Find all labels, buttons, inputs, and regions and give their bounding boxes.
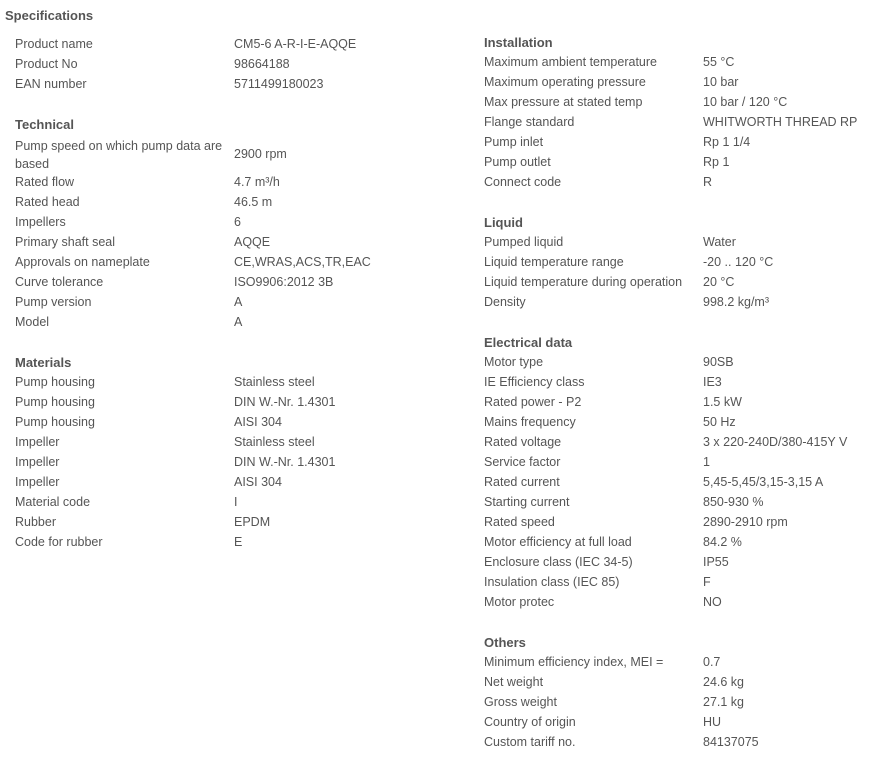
materials-value: I <box>234 495 238 509</box>
installation-label: Connect code <box>484 175 562 189</box>
materials-value: DIN W.-Nr. 1.4301 <box>234 395 336 409</box>
electrical-value: 5,45-5,45/3,15-3,15 A <box>703 475 824 489</box>
materials-label: Pump housing <box>15 375 95 389</box>
others-value: 24.6 kg <box>703 675 745 689</box>
section-title-liquid: Liquid <box>484 215 523 230</box>
liquid-label: Pumped liquid <box>484 235 564 249</box>
electrical-value: 2890-2910 rpm <box>703 515 788 529</box>
electrical-label: Motor protec <box>484 595 555 609</box>
technical-label: Model <box>15 315 50 329</box>
others-label: Minimum efficiency index, MEI = <box>484 655 664 669</box>
others-value: 27.1 kg <box>703 695 745 709</box>
technical-label: Primary shaft seal <box>15 235 116 249</box>
materials-label: Impeller <box>15 435 60 449</box>
general-label: Product name <box>15 37 93 51</box>
materials-label: Rubber <box>15 515 56 529</box>
materials-label: Impeller <box>15 475 60 489</box>
others-value: 84137075 <box>703 735 759 749</box>
liquid-value: Water <box>703 235 736 249</box>
others-label: Custom tariff no. <box>484 735 576 749</box>
electrical-label: Insulation class (IEC 85) <box>484 575 620 589</box>
installation-value: Rp 1 1/4 <box>703 135 751 149</box>
materials-value: AISI 304 <box>234 415 282 429</box>
electrical-value: 850-930 % <box>703 495 764 509</box>
installation-value: 55 °C <box>703 55 735 69</box>
installation-label: Maximum operating pressure <box>484 75 646 89</box>
electrical-label: Rated speed <box>484 515 555 529</box>
materials-label: Pump housing <box>15 395 95 409</box>
general-label: Product No <box>15 57 78 71</box>
technical-value: A <box>234 315 243 329</box>
electrical-label: Motor type <box>484 355 544 369</box>
section-title-materials: Materials <box>15 355 72 370</box>
technical-value: CE,WRAS,ACS,TR,EAC <box>234 255 371 269</box>
technical-label: Impellers <box>15 215 66 229</box>
technical-value: A <box>234 295 243 309</box>
technical-value: 46.5 m <box>234 195 273 209</box>
section-title-technical: Technical <box>15 117 75 132</box>
technical-label: Pump speed on which pump data are based <box>15 139 223 171</box>
technical-value: 4.7 m³/h <box>234 175 280 189</box>
electrical-label: Starting current <box>484 495 570 509</box>
electrical-value: F <box>703 575 711 589</box>
others-value: HU <box>703 715 722 729</box>
electrical-value: 1.5 kW <box>703 395 742 409</box>
installation-value: 10 bar <box>703 75 739 89</box>
section-title-installation: Installation <box>484 35 553 50</box>
technical-label: Curve tolerance <box>15 275 104 289</box>
section-title-electrical: Electrical data <box>484 335 573 350</box>
general-value: 5711499180023 <box>234 77 324 91</box>
electrical-value: 3 x 220-240D/380-415Y V <box>703 435 848 449</box>
liquid-value: -20 .. 120 °C <box>703 255 774 269</box>
installation-value: Rp 1 <box>703 155 730 169</box>
materials-label: Material code <box>15 495 91 509</box>
electrical-value: 1 <box>703 455 710 469</box>
liquid-value: 998.2 kg/m³ <box>703 295 770 309</box>
technical-label: Rated flow <box>15 175 75 189</box>
technical-value: AQQE <box>234 235 271 249</box>
electrical-label: Rated power - P2 <box>484 395 582 409</box>
others-label: Country of origin <box>484 715 576 729</box>
technical-label: Pump version <box>15 295 92 309</box>
installation-value: R <box>703 175 713 189</box>
installation-value: 10 bar / 120 °C <box>703 95 788 109</box>
liquid-label: Density <box>484 295 526 309</box>
electrical-label: Rated voltage <box>484 435 562 449</box>
electrical-label: Service factor <box>484 455 561 469</box>
installation-label: Pump outlet <box>484 155 551 169</box>
materials-value: E <box>234 535 243 549</box>
electrical-label: Rated current <box>484 475 560 489</box>
electrical-value: IP55 <box>703 555 729 569</box>
electrical-label: Enclosure class (IEC 34-5) <box>484 555 633 569</box>
others-label: Gross weight <box>484 695 557 709</box>
materials-value: DIN W.-Nr. 1.4301 <box>234 455 336 469</box>
liquid-label: Liquid temperature during operation <box>484 275 683 289</box>
liquid-label: Liquid temperature range <box>484 255 624 269</box>
electrical-label: Motor efficiency at full load <box>484 535 632 549</box>
general-value: 98664188 <box>234 57 290 71</box>
technical-label: Rated head <box>15 195 80 209</box>
materials-value: EPDM <box>234 515 271 529</box>
electrical-label: IE Efficiency class <box>484 375 585 389</box>
electrical-value: 50 Hz <box>703 415 736 429</box>
materials-label: Impeller <box>15 455 60 469</box>
installation-value: WHITWORTH THREAD RP <box>703 115 858 129</box>
materials-value: Stainless steel <box>234 435 315 449</box>
installation-label: Max pressure at stated temp <box>484 95 643 109</box>
electrical-value: 90SB <box>703 355 734 369</box>
technical-label: Approvals on nameplate <box>15 255 150 269</box>
materials-value: Stainless steel <box>234 375 315 389</box>
others-label: Net weight <box>484 675 544 689</box>
section-title-others: Others <box>484 635 526 650</box>
electrical-value: 84.2 % <box>703 535 742 549</box>
installation-label: Maximum ambient temperature <box>484 55 657 69</box>
technical-value: ISO9906:2012 3B <box>234 275 334 289</box>
liquid-value: 20 °C <box>703 275 735 289</box>
materials-label: Code for rubber <box>15 535 103 549</box>
technical-value: 6 <box>234 215 241 229</box>
materials-value: AISI 304 <box>234 475 282 489</box>
technical-value: 2900 rpm <box>234 147 287 161</box>
others-value: 0.7 <box>703 655 721 669</box>
general-value: CM5-6 A-R-I-E-AQQE <box>234 37 357 51</box>
materials-label: Pump housing <box>15 415 95 429</box>
installation-label: Pump inlet <box>484 135 544 149</box>
general-label: EAN number <box>15 77 87 91</box>
electrical-value: IE3 <box>703 375 722 389</box>
installation-label: Flange standard <box>484 115 575 129</box>
electrical-label: Mains frequency <box>484 415 576 429</box>
page-title: Specifications <box>5 8 94 23</box>
electrical-value: NO <box>703 595 722 609</box>
